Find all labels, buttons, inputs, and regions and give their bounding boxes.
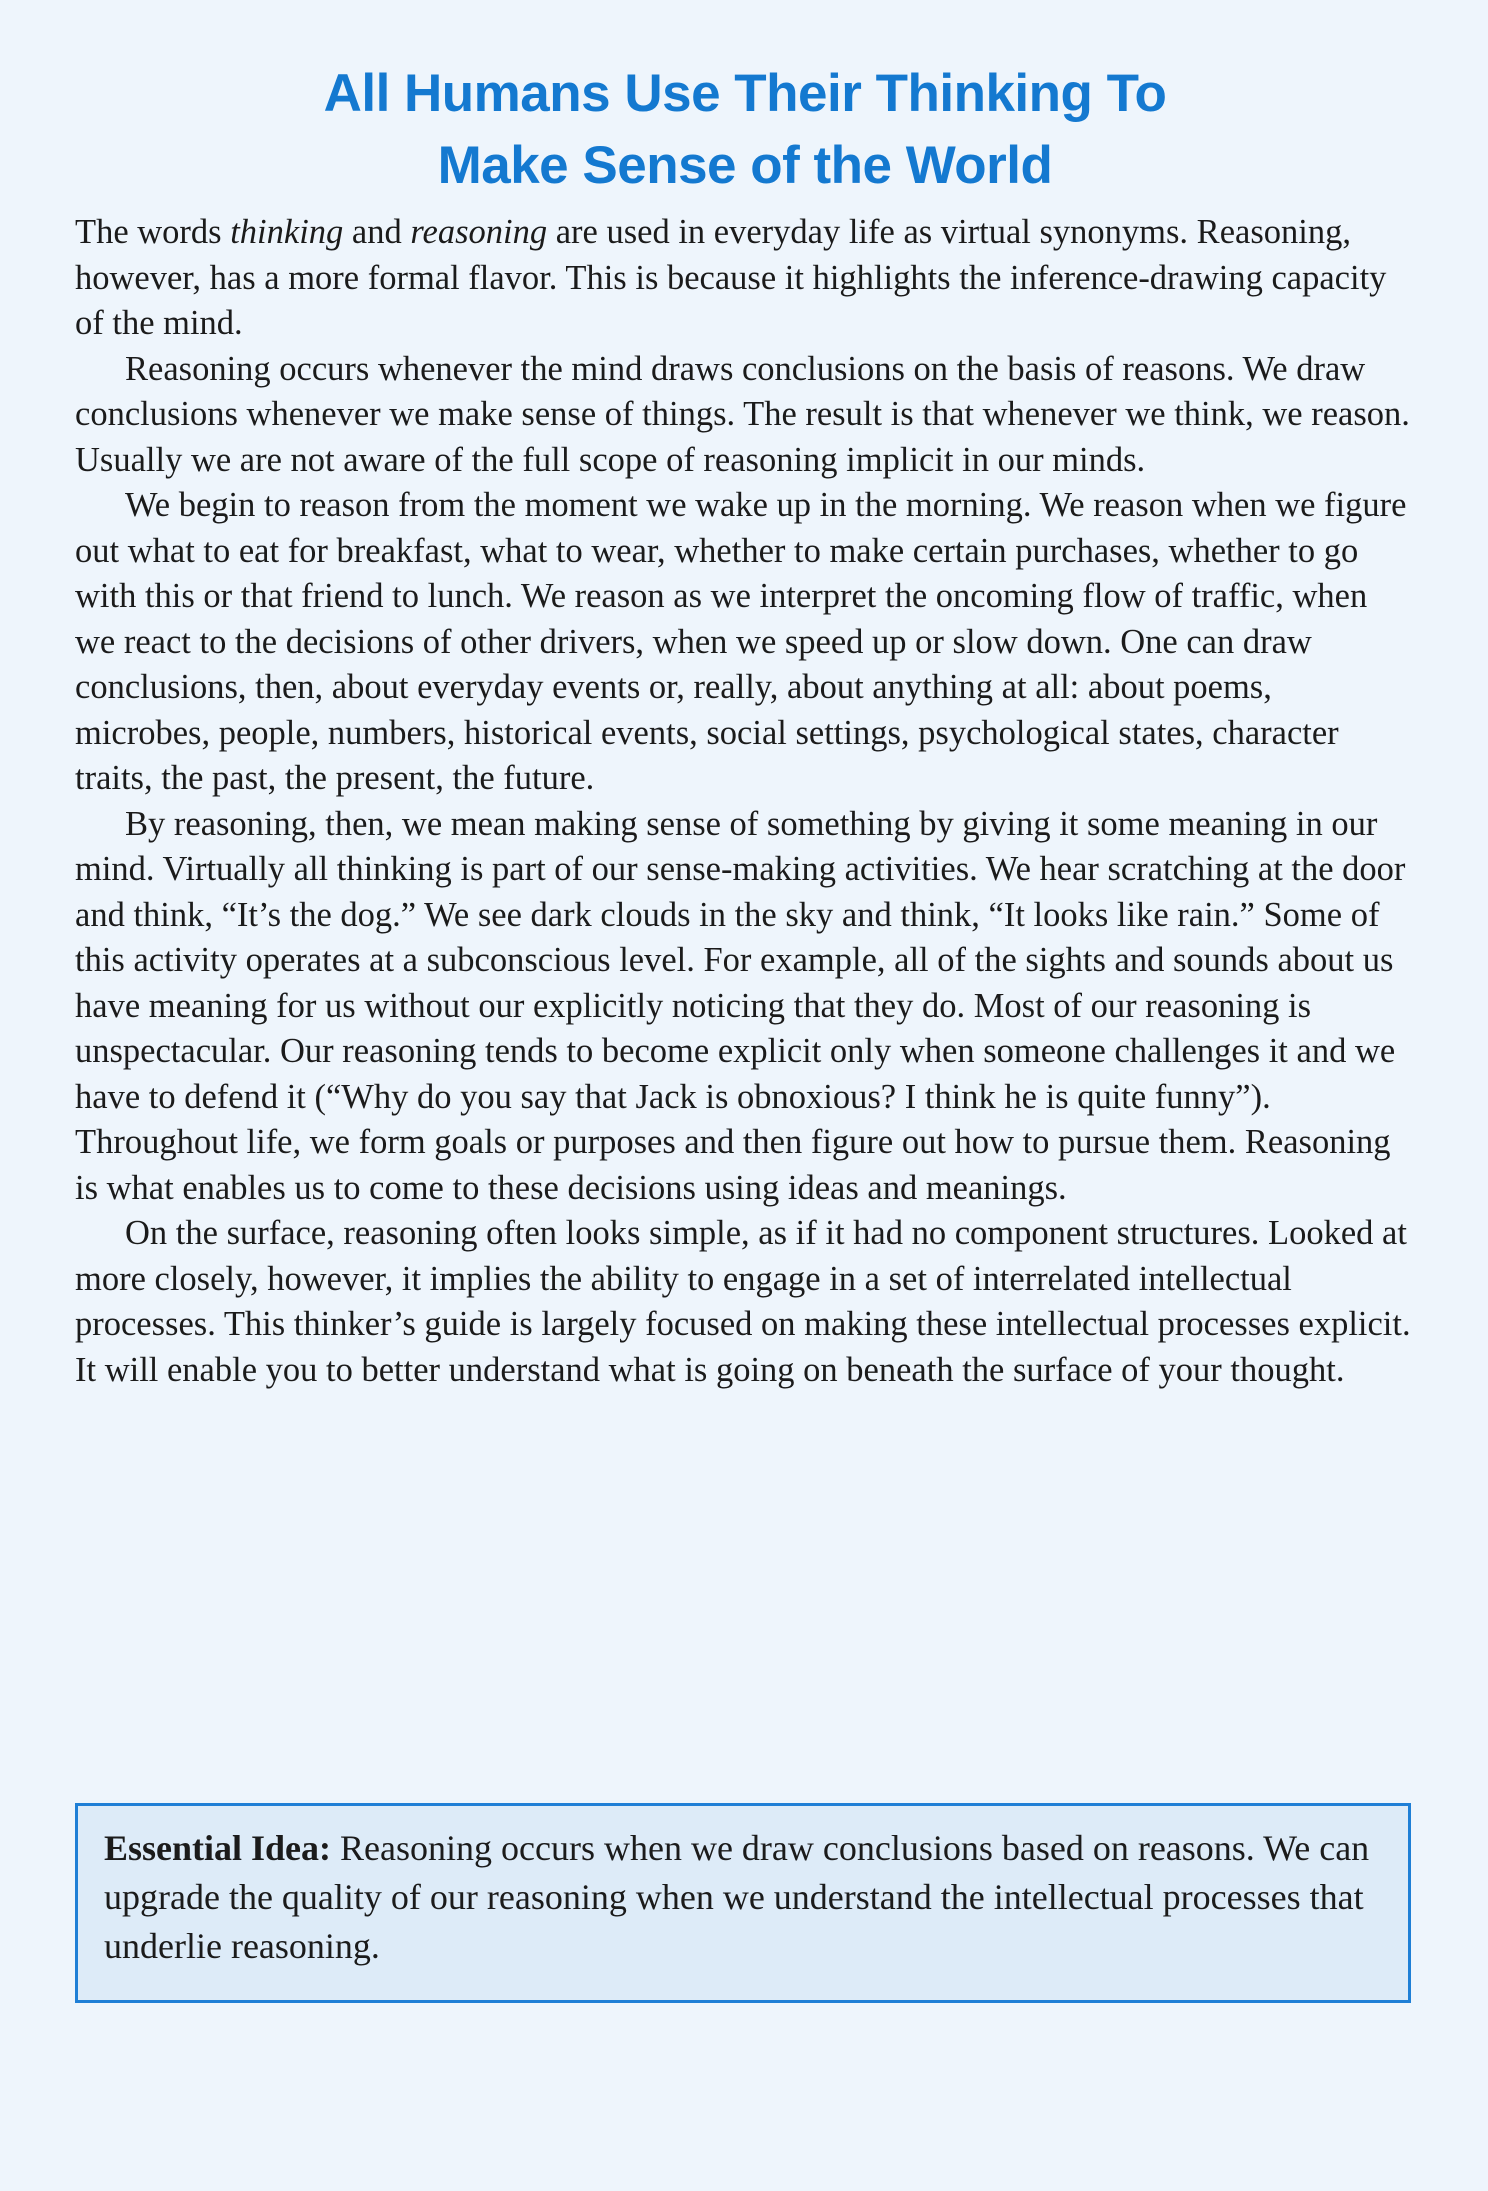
paragraph-4: By reasoning, then, we mean making sense of something by giving it some meaning in our mind. Virtually all thinking is part of our sense-making activities. We hear scratching at the door and think, “It’s the dog.” We see dark clouds in the sky and think, “It looks like rain.” Some of this activity operates at a subconscious level. For example, all of the sights and sounds about us have meaning for us without our explicitly noticing that they do. Most of our reasoning is unspectacular. Our reasoning tends to become explicit only when someone challenges it and we have to defend it (“Why do you say that Jack is obnoxious? I think he is quite funny”). Throughout life, we form goals or purposes and then figure out how to pursue them. Reasoning is what enables us to come to these decisions using ideas and meanings. — [75, 804, 1406, 1207]
term-thinking: thinking — [230, 213, 344, 251]
paragraph-1-mid: and — [343, 213, 411, 251]
page-title — [75, 58, 1415, 202]
paragraph-1-pre: The words — [75, 213, 231, 251]
paragraph-1 — [75, 210, 1415, 347]
paragraph-2: Reasoning occurs whenever the mind draws conclusions on the basis of reasons. We draw conclusions whenever we make sense of things. The result is that whenever we think, we reason. Usually we are not aware of the full scope of reasoning implicit in our minds. — [75, 349, 1410, 479]
paragraph-1-post: are used in everyday life as virtual synonyms. Reasoning, however, has a more formal flavor. This is because it highlights the inference-drawing capacity of the mind. — [75, 213, 1387, 342]
essential-idea-label: Essential Idea: — [104, 1828, 332, 1868]
term-reasoning: reasoning — [410, 213, 548, 251]
paragraph-3: We begin to reason from the moment we wake up in the morning. We reason when we figure out what to eat for breakfast, what to wear, whether to make certain purchases, whether to go with this or that friend to lunch. We reason as we interpret the oncoming flow of traffic, when we react to the decisions of other drivers, when we speed up or slow down. One can draw conclusions, then, about everyday events or, really, about anything at all: about poems, microbes, people, numbers, historical events, social settings, psychological states, character traits, the past, the present, the future. — [75, 486, 1407, 797]
body-text — [75, 210, 1415, 1393]
paragraph-5: On the surface, reasoning often looks simple, as if it had no component structures. Looked at more closely, however, it implies the ability to engage in a set of interrelated intellectual processes. This thinker’s guide is largely focused on making these intellectual processes explicit. It will enable you to better understand what is going on beneath the surface of your thought. — [75, 1214, 1411, 1389]
title-line-1: All Humans Use Their Thinking To — [323, 64, 1167, 123]
title-line-2: Make Sense of the World — [437, 136, 1053, 195]
page-content — [75, 58, 1415, 1393]
essential-idea-text: Reasoning occurs when we draw conclusions based on reasons. We can upgrade the quality of our reasoning when we understand the intellectual processes that underlie reasoning. — [104, 1828, 1370, 1966]
essential-idea-box — [75, 1803, 1411, 2003]
